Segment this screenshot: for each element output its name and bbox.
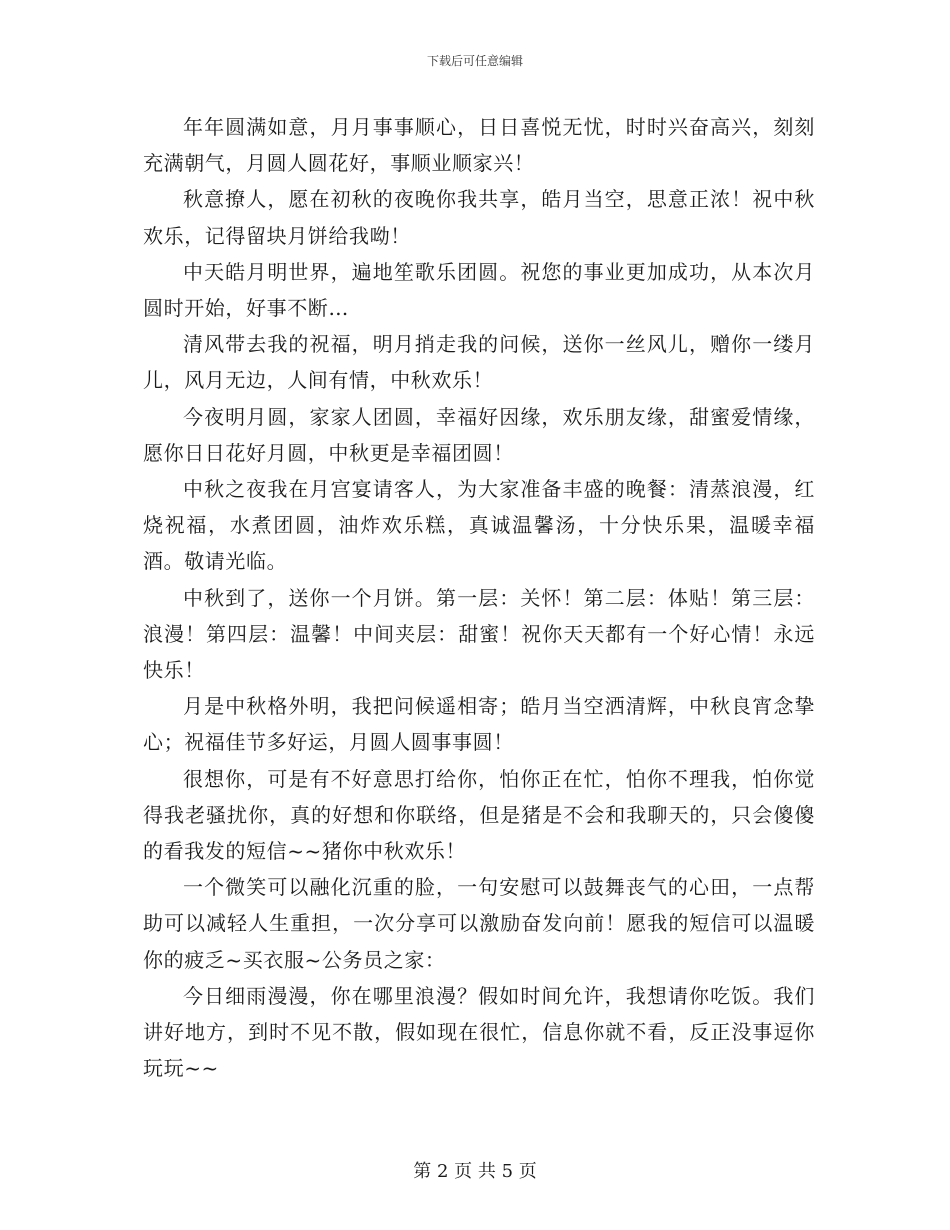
paragraph: 中天皓月明世界，遍地笙歌乐团圆。祝您的事业更加成功，从本次月圆时开始，好事不断… bbox=[143, 259, 815, 321]
paragraph: 中秋到了，送你一个月饼。第一层：关怀！第二层：体贴！第三层：浪漫！第四层：温馨！中间夹层：甜蜜！祝你天天都有一个好心情！永远快乐！ bbox=[143, 585, 815, 683]
paragraph: 中秋之夜我在月宫宴请客人，为大家准备丰盛的晚餐：清蒸浪漫，红烧祝福，水煮团圆，油炸欢乐糕，真诚温馨汤，十分快乐果，温暖幸福酒。敬请光临。 bbox=[143, 477, 815, 574]
document-body bbox=[143, 109, 815, 1086]
page-number-footer: 第 2 页 共 5 页 bbox=[413, 1161, 537, 1182]
paragraph: 一个微笑可以融化沉重的脸，一句安慰可以鼓舞丧气的心田，一点帮助可以减轻人生重担，一次分享可以激励奋发向前！愿我的短信可以温暖你的疲乏~买衣服~公务员之家： bbox=[143, 875, 815, 972]
paragraph: 月是中秋格外明，我把问候遥相寄；皓月当空洒清辉，中秋良宵念挚心；祝福佳节多好运，月圆人圆事事圆！ bbox=[143, 694, 815, 755]
page-header: 下载后可任意编辑 bbox=[426, 54, 523, 68]
paragraph: 清风带去我的祝福，明月捎走我的问候，送你一丝风儿，赠你一缕月儿，风月无边，人间有情，中秋欢乐！ bbox=[143, 332, 815, 393]
paragraph: 今夜明月圆，家家人团圆，幸福好因缘，欢乐朋友缘，甜蜜爱情缘，愿你日日花好月圆，中秋更是幸福团圆！ bbox=[143, 404, 815, 465]
paragraph: 很想你，可是有不好意思打给你，怕你正在忙，怕你不理我，怕你觉得我老骚扰你，真的好想和你联络，但是猪是不会和我聊天的，只会傻傻的看我发的短信~~猪你中秋欢乐！ bbox=[143, 766, 815, 864]
paragraph: 年年圆满如意，月月事事顺心，日日喜悦无忧，时时兴奋高兴，刻刻充满朝气，月圆人圆花好，事顺业顺家兴！ bbox=[143, 115, 815, 176]
paragraph: 今日细雨漫漫，你在哪里浪漫？假如时间允许，我想请你吃饭。我们讲好地方，到时不见不散，假如现在很忙，信息你就不看，反正没事逗你玩玩~~ bbox=[143, 983, 815, 1081]
paragraph: 秋意撩人，愿在初秋的夜晚你我共享，皓月当空，思意正浓！祝中秋欢乐，记得留块月饼给我呦！ bbox=[143, 187, 815, 248]
